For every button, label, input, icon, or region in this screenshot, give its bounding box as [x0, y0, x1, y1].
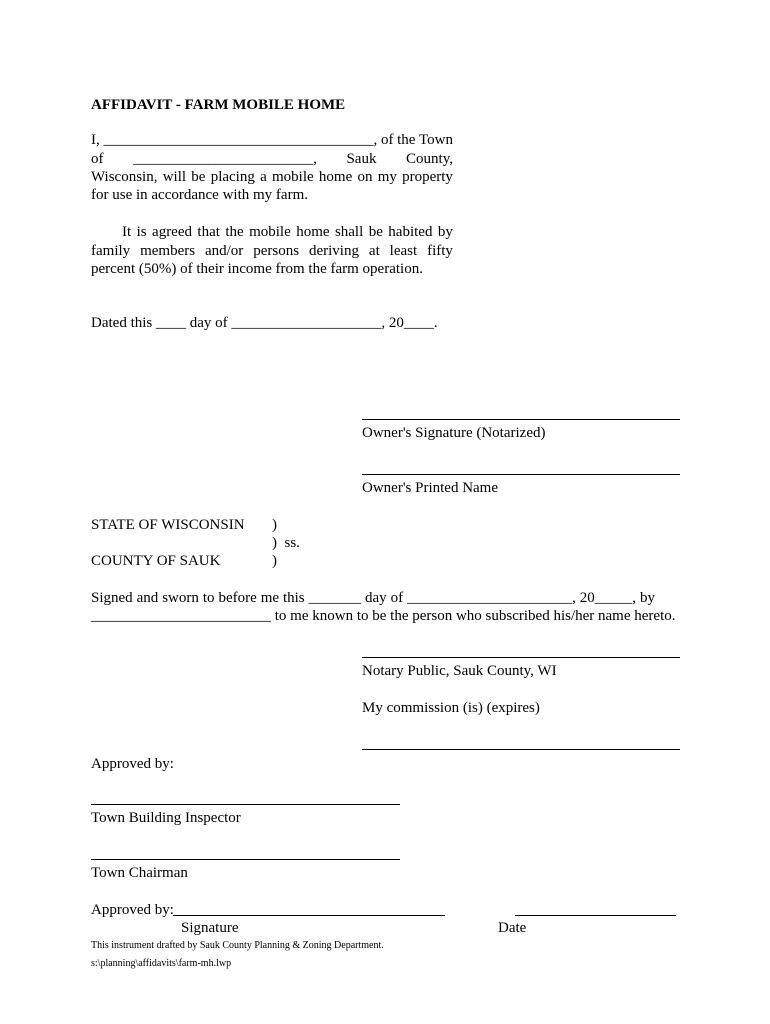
- owner-printed-name-line[interactable]: [362, 474, 680, 475]
- footer-note: This instrument drafted by Sauk County Planning & Zoning Department.: [91, 940, 384, 951]
- venue-paren-3: ): [272, 553, 277, 569]
- venue-paren-1: ): [272, 517, 277, 533]
- inspector-signature-line[interactable]: [91, 804, 400, 805]
- chairman-label: Town Chairman: [91, 865, 188, 881]
- para1-line1: I, ____________________________________, of the Town: [91, 132, 453, 148]
- commission-line[interactable]: [362, 749, 680, 750]
- para2-line2: family members and/or persons deriving at least fifty: [91, 243, 453, 259]
- sworn-line-1: Signed and sworn to before me this _______ day of ______________________, 20_____, by: [91, 590, 655, 606]
- commission-label: My commission (is) (expires): [362, 700, 540, 716]
- chairman-signature-line[interactable]: [91, 859, 400, 860]
- owner-signature-line[interactable]: [362, 419, 680, 420]
- venue-state: STATE OF WISCONSIN: [91, 517, 245, 533]
- venue-county: COUNTY OF SAUK: [91, 553, 221, 569]
- approved-date-line[interactable]: [515, 915, 676, 916]
- owner-signature-label: Owner's Signature (Notarized): [362, 425, 546, 441]
- para1-line4: for use in accordance with my farm.: [91, 187, 308, 203]
- notary-signature-line[interactable]: [362, 657, 680, 658]
- venue-ss: ) ss.: [272, 535, 300, 551]
- dated-line: Dated this ____ day of ____________________, 20____.: [91, 315, 438, 331]
- para1-line3: Wisconsin, will be placing a mobile home on my property: [91, 169, 453, 185]
- document-title: AFFIDAVIT - FARM MOBILE HOME: [91, 97, 346, 113]
- sworn-line-2: ________________________ to me known to be the person who subscribed his/her name hereto.: [91, 608, 676, 624]
- date-label: Date: [498, 920, 527, 936]
- para1-line2: of ________________________, Sauk County,: [91, 151, 453, 167]
- footer-path: s:\planning\affidavits\farm-mh.lwp: [91, 958, 232, 969]
- approved-signature-line[interactable]: [173, 915, 445, 916]
- para2-line1: It is agreed that the mobile home shall be habited by: [122, 224, 453, 240]
- inspector-label: Town Building Inspector: [91, 810, 241, 826]
- approved-by-label-2: Approved by:: [91, 902, 174, 918]
- owner-printed-name-label: Owner's Printed Name: [362, 480, 499, 496]
- approved-by-label-1: Approved by:: [91, 756, 174, 772]
- para2-line3: percent (50%) of their income from the farm operation.: [91, 261, 423, 277]
- notary-label: Notary Public, Sauk County, WI: [362, 663, 557, 679]
- signature-label: Signature: [181, 920, 239, 936]
